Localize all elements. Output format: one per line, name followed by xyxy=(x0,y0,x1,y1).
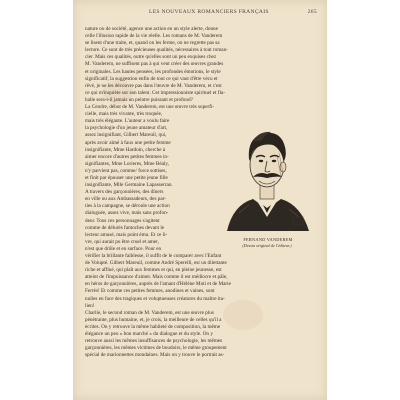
text-line: et originales. Les hautes pensées, les profondes émotions, le style xyxy=(85,68,221,75)
text-line: de Volupté. Gilbert Mareuil, comme André Sperelli, est un dilettante xyxy=(85,260,227,267)
text-line: A travers des garçonnières, des dîners xyxy=(85,189,164,196)
text-line: vre, qui aurait pu être cruel et amer, xyxy=(85,238,159,245)
text-line: Ferrès! Et comme ces petites femmes, anodines et vaines, sont xyxy=(85,288,215,295)
paragraph-top xyxy=(85,26,315,104)
text-line: n'est que drôle et en surface. Pour en xyxy=(85,245,162,252)
text-line: rêvé, je ne les découvre pas dans l'œuvre de M. Vanderem, et c'est xyxy=(85,82,222,89)
text-line: n'y parvient pas, comme/ force sottises, xyxy=(85,167,167,174)
text-line: dialoguée, assez vive, mais sans profon- xyxy=(85,210,169,217)
text-line: riche et affiné, qui plaît aux femmes et qui, en pleine jeunesse, est xyxy=(85,267,222,274)
text-line: retrouve aussi les mêmes insuffisances de psychologie, les mêmes xyxy=(85,338,223,345)
text-line: deur. Tous ces personnages s'agitent xyxy=(85,217,160,224)
text-line: comme de délurés fantoches devant le xyxy=(85,224,165,231)
text-line: assez insignifiant, Gilbert Mareuil, qui, xyxy=(85,132,167,139)
text-line: ties à la campagne, se déroule une action xyxy=(85,203,170,210)
text-line: insignifiante, Mlle Germaine Lapasserran. xyxy=(85,182,173,189)
text-line: lecteur amusé, mais point ému. Et ce li- xyxy=(85,231,168,238)
text-line: cielle, mais très vivante, très troquée, xyxy=(85,111,163,118)
text-line: lecture. Ce sont de très précieuses qualités, nécessaires à tout roman- xyxy=(85,47,228,54)
text-line: nature ou de société, agence une action en un style alerte, donne xyxy=(85,26,218,32)
text-line: lien! xyxy=(85,302,95,309)
text-line: insignifiante, Mme Hardoin, cherche à xyxy=(85,146,166,153)
text-line: M. Vanderem, ne suffisent pas à qui veut créer des œuvres grandes xyxy=(85,61,224,68)
text-line: celle l'illusion rapide de la vie réelle. Les romans de M. Vanderem xyxy=(85,33,223,40)
text-line: mais très élégante. L'auteur a voulu faire xyxy=(85,118,170,125)
text-line: et finit par épouser une petite jeune fille xyxy=(85,174,168,181)
running-title: LES NOUVEAUX ROMANCIERS FRANÇAIS xyxy=(149,9,269,15)
text-line: élégance un peu « bon marché » du dialogue et du style. On y xyxy=(85,331,213,338)
page-number: 265 xyxy=(307,9,317,15)
running-header xyxy=(85,9,317,19)
text-line: nulles en face des tragiques et voluptueuses créatures du maître ita- xyxy=(85,295,225,302)
text-line: aimer encore d'autres petites femmes in- xyxy=(85,153,169,160)
text-line: vérifier la brillante faiblesse, il suffit de le comparer avec l'Enfant xyxy=(85,253,222,259)
text-line: atteint de l'impuissance d'aimer. Mais comme il est médiocre et pâle, xyxy=(85,274,228,281)
text-line: pénétrante, plus humaine, et, je crois, la meilleure de celles qu'il a xyxy=(85,316,222,323)
text-line: écrites. On y retrouve la même habileté de composition, la même xyxy=(85,323,221,330)
text-line: signifiantes, Mme Lorieres, Mme Béaly, xyxy=(85,160,169,167)
text-line: après avoir aimé à faux une petite femme xyxy=(85,139,171,146)
text-line: en héros de garçonnières, auprès de l'amant d'Hélène Muti et de Marie xyxy=(85,281,231,288)
book-page xyxy=(73,0,327,400)
text-line: cier. Mais ces qualités, outre qu'elles sont un peu exquises chez xyxy=(85,54,217,61)
paragraph-bottom xyxy=(85,253,315,359)
text-line: garçonnières, les mêmes victimes de boudoirs, le même groupement xyxy=(85,345,227,352)
text-line: La Cendre, début de M. Vanderem, est une œuvre très superfi- xyxy=(85,104,215,111)
text-line: significatif, la suggestion enfin de tout ce qui vaut d'être vécu et xyxy=(85,75,218,82)
text-line: la psychologie d'un jeune amateur d'art, xyxy=(85,125,168,132)
portrait-caption-name: FERNAND VANDEREM xyxy=(243,237,293,242)
portrait-caption-note: (Dessin original de l'éditeur.) xyxy=(242,243,292,248)
text-line: en ville ou aux Ambassadeurs, des par- xyxy=(85,196,167,203)
text-line: balle sera-t-il jamais un peintre puissant et profond? xyxy=(85,96,193,103)
text-line: spécial de marionnettes mondaines. Mais on y trouve le portrait as- xyxy=(85,352,225,359)
author-portrait xyxy=(219,113,315,231)
text-line: se lisent d'une traite, et, quand on les ferme, on ne regrette pas sa xyxy=(85,40,220,47)
text-line: ce qui m'inquiète sur son talent. Cet impressionniste spirituel et fla- xyxy=(85,89,225,96)
text-line: Charlie, le second roman de M. Vanderem, est une œuvre plus xyxy=(85,309,214,316)
